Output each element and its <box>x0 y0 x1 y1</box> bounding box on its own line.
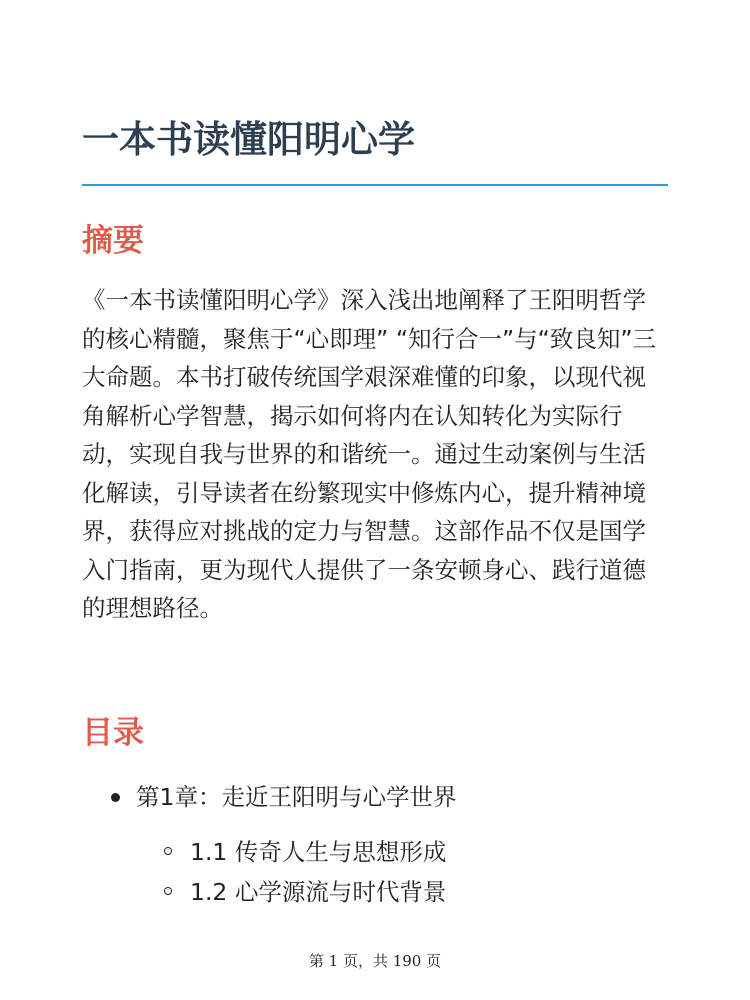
toc-section-label: 1.1 传奇人生与思想形成 <box>190 838 447 866</box>
toc-heading: 目录 <box>82 715 144 751</box>
document-page <box>82 0 668 1000</box>
toc-section-item <box>136 872 668 912</box>
abstract-paragraph: 《一本书读懂阳明心学》深入浅出地阐释了王阳明哲学的核心精髓，聚焦于“心即理” “知行合一”与“致良知”三大命题。本书打破传统国学艰深难懂的印象，以现代视角解析心学智慧，揭示如何将内在认知转化为实际行动，实现自我与世界的和谐统一。通过生动案例与生活化解读，引导读者在纷繁现实中修炼内心，提升精神境界，获得应对挑战的定力与智慧。这部作品不仅是国学入门指南，更为现代人提供了一条安顿身心、践行道德的理想路径。 <box>82 286 657 622</box>
page-number-footer: 第 1 页，共 190 页 <box>308 952 442 970</box>
bullet-circle-icon <box>164 887 172 895</box>
bullet-circle-icon <box>164 847 172 855</box>
table-of-contents <box>82 774 668 912</box>
title-divider <box>82 184 668 186</box>
document-title: 一本书读懂阳明心学 <box>82 118 415 161</box>
toc-section-item <box>136 832 668 872</box>
toc-section-label: 1.2 心学源流与时代背景 <box>190 878 447 906</box>
toc-chapter-item <box>82 774 668 912</box>
abstract-heading: 摘要 <box>82 223 144 259</box>
toc-sub-list <box>136 832 668 912</box>
toc-chapter-label: 第1章：走近王阳明与心学世界 <box>136 783 457 811</box>
bullet-disc-icon <box>111 793 120 802</box>
